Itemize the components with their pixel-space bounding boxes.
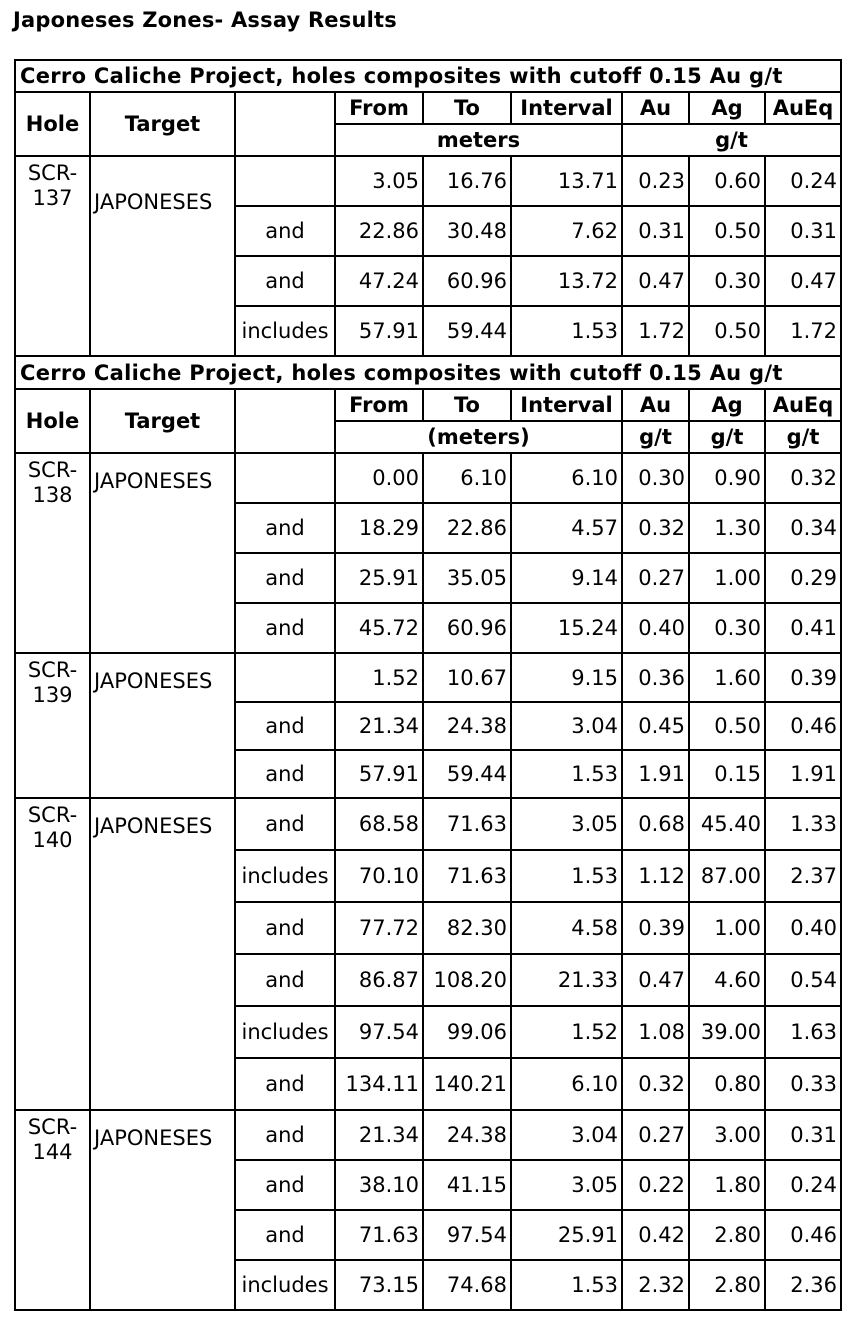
target-cell: JAPONESES xyxy=(90,156,235,356)
au-cell: 0.42 xyxy=(622,1210,689,1260)
to-cell: 71.63 xyxy=(423,850,511,902)
units-meters: meters xyxy=(335,124,622,156)
aueq-cell: 0.34 xyxy=(765,503,841,553)
ag-cell: 2.80 xyxy=(689,1210,765,1260)
to-cell: 60.96 xyxy=(423,603,511,653)
interval-cell: 25.91 xyxy=(511,1210,622,1260)
aueq-cell: 0.46 xyxy=(765,702,841,750)
to-cell: 99.06 xyxy=(423,1006,511,1058)
to-cell: 74.68 xyxy=(423,1260,511,1310)
interval-cell: 13.72 xyxy=(511,256,622,306)
qualifier-cell: and xyxy=(235,603,335,653)
interval-cell: 1.53 xyxy=(511,850,622,902)
ag-cell: 0.50 xyxy=(689,306,765,356)
interval-cell: 3.04 xyxy=(511,702,622,750)
units-au: g/t xyxy=(622,421,689,453)
au-cell: 0.47 xyxy=(622,256,689,306)
to-cell: 60.96 xyxy=(423,256,511,306)
header-to: To xyxy=(423,389,511,421)
qualifier-cell: and xyxy=(235,798,335,850)
hole-id xyxy=(15,156,90,356)
interval-cell: 6.10 xyxy=(511,453,622,503)
hole-id xyxy=(15,798,90,1110)
au-cell: 0.27 xyxy=(622,553,689,603)
aueq-cell: 0.40 xyxy=(765,902,841,954)
table-row xyxy=(15,453,841,503)
interval-cell: 4.58 xyxy=(511,902,622,954)
ag-cell: 0.60 xyxy=(689,156,765,206)
table-row xyxy=(15,156,841,206)
from-cell: 21.34 xyxy=(335,1110,423,1160)
to-cell: 35.05 xyxy=(423,553,511,603)
page-title: Japoneses Zones- Assay Results xyxy=(13,8,397,32)
header-hole: Hole xyxy=(15,389,90,453)
hole-id-number: 139 xyxy=(32,683,73,707)
interval-cell: 6.10 xyxy=(511,1058,622,1110)
au-cell: 0.27 xyxy=(622,1110,689,1160)
to-cell: 140.21 xyxy=(423,1058,511,1110)
to-cell: 24.38 xyxy=(423,1110,511,1160)
au-cell: 0.68 xyxy=(622,798,689,850)
qualifier-cell: and xyxy=(235,702,335,750)
ag-cell: 3.00 xyxy=(689,1110,765,1160)
units-ag: g/t xyxy=(689,421,765,453)
interval-cell: 15.24 xyxy=(511,603,622,653)
hole-id-number: 140 xyxy=(32,828,73,852)
aueq-cell: 0.24 xyxy=(765,1160,841,1210)
interval-cell: 1.53 xyxy=(511,1260,622,1310)
au-cell: 1.08 xyxy=(622,1006,689,1058)
target-cell: JAPONESES xyxy=(90,798,235,1110)
au-cell: 0.32 xyxy=(622,503,689,553)
header-interval: Interval xyxy=(511,389,622,421)
to-cell: 16.76 xyxy=(423,156,511,206)
table-caption: Cerro Caliche Project, holes composites with cutoff 0.15 Au g/t xyxy=(15,356,841,389)
hole-id xyxy=(15,453,90,653)
target-cell: JAPONESES xyxy=(90,453,235,653)
au-cell: 0.45 xyxy=(622,702,689,750)
ag-cell: 1.00 xyxy=(689,553,765,603)
qualifier-cell xyxy=(235,453,335,503)
ag-cell: 1.00 xyxy=(689,902,765,954)
ag-cell: 1.30 xyxy=(689,503,765,553)
qualifier-cell: includes xyxy=(235,306,335,356)
table-caption-row xyxy=(15,356,841,389)
to-cell: 97.54 xyxy=(423,1210,511,1260)
from-cell: 0.00 xyxy=(335,453,423,503)
table-row xyxy=(15,798,841,850)
to-cell: 59.44 xyxy=(423,750,511,798)
table-body xyxy=(15,60,841,1310)
target-cell: JAPONESES xyxy=(90,653,235,798)
aueq-cell: 2.36 xyxy=(765,1260,841,1310)
qualifier-cell: includes xyxy=(235,1260,335,1310)
au-cell: 0.30 xyxy=(622,453,689,503)
to-cell: 82.30 xyxy=(423,902,511,954)
ag-cell: 0.30 xyxy=(689,603,765,653)
from-cell: 22.86 xyxy=(335,206,423,256)
header-to: To xyxy=(423,92,511,124)
interval-cell: 9.14 xyxy=(511,553,622,603)
hole-id xyxy=(15,1110,90,1310)
qualifier-cell: and xyxy=(235,1110,335,1160)
aueq-cell: 1.63 xyxy=(765,1006,841,1058)
from-cell: 71.63 xyxy=(335,1210,423,1260)
header-au: Au xyxy=(622,92,689,124)
hole-id-prefix: SCR- xyxy=(27,803,78,827)
to-cell: 71.63 xyxy=(423,798,511,850)
qualifier-cell: includes xyxy=(235,850,335,902)
qualifier-cell: and xyxy=(235,206,335,256)
from-cell: 18.29 xyxy=(335,503,423,553)
interval-cell: 3.05 xyxy=(511,798,622,850)
aueq-cell: 0.31 xyxy=(765,1110,841,1160)
header-row xyxy=(15,389,841,421)
aueq-cell: 1.33 xyxy=(765,798,841,850)
au-cell: 0.36 xyxy=(622,653,689,702)
au-cell: 0.47 xyxy=(622,954,689,1006)
qualifier-cell: and xyxy=(235,954,335,1006)
au-cell: 1.91 xyxy=(622,750,689,798)
from-cell: 97.54 xyxy=(335,1006,423,1058)
hole-id-number: 138 xyxy=(32,483,73,507)
header-interval: Interval xyxy=(511,92,622,124)
header-from: From xyxy=(335,92,423,124)
to-cell: 6.10 xyxy=(423,453,511,503)
units-meters: (meters) xyxy=(335,421,622,453)
from-cell: 73.15 xyxy=(335,1260,423,1310)
qualifier-cell: and xyxy=(235,1210,335,1260)
au-cell: 0.32 xyxy=(622,1058,689,1110)
assay-results-table-wrap xyxy=(14,59,842,1311)
interval-cell: 3.04 xyxy=(511,1110,622,1160)
aueq-cell: 0.32 xyxy=(765,453,841,503)
from-cell: 77.72 xyxy=(335,902,423,954)
to-cell: 30.48 xyxy=(423,206,511,256)
qualifier-cell: and xyxy=(235,1058,335,1110)
qualifier-cell xyxy=(235,156,335,206)
ag-cell: 4.60 xyxy=(689,954,765,1006)
to-cell: 10.67 xyxy=(423,653,511,702)
qualifier-cell: and xyxy=(235,750,335,798)
table-caption-row xyxy=(15,60,841,92)
to-cell: 41.15 xyxy=(423,1160,511,1210)
from-cell: 134.11 xyxy=(335,1058,423,1110)
ag-cell: 0.50 xyxy=(689,206,765,256)
aueq-cell: 0.31 xyxy=(765,206,841,256)
aueq-cell: 0.24 xyxy=(765,156,841,206)
au-cell: 0.22 xyxy=(622,1160,689,1210)
hole-id-prefix: SCR- xyxy=(27,658,78,682)
aueq-cell: 0.54 xyxy=(765,954,841,1006)
au-cell: 2.32 xyxy=(622,1260,689,1310)
header-target: Target xyxy=(90,389,235,453)
au-cell: 1.72 xyxy=(622,306,689,356)
header-row xyxy=(15,92,841,124)
aueq-cell: 0.29 xyxy=(765,553,841,603)
from-cell: 38.10 xyxy=(335,1160,423,1210)
hole-id-number: 137 xyxy=(32,186,73,210)
qualifier-cell: and xyxy=(235,902,335,954)
header-ag: Ag xyxy=(689,92,765,124)
hole-id-number: 144 xyxy=(32,1140,73,1164)
ag-cell: 1.60 xyxy=(689,653,765,702)
ag-cell: 45.40 xyxy=(689,798,765,850)
from-cell: 25.91 xyxy=(335,553,423,603)
interval-cell: 7.62 xyxy=(511,206,622,256)
interval-cell: 9.15 xyxy=(511,653,622,702)
ag-cell: 2.80 xyxy=(689,1260,765,1310)
table-row xyxy=(15,1110,841,1160)
interval-cell: 13.71 xyxy=(511,156,622,206)
from-cell: 68.58 xyxy=(335,798,423,850)
au-cell: 0.40 xyxy=(622,603,689,653)
header-from: From xyxy=(335,389,423,421)
hole-id-prefix: SCR- xyxy=(27,161,78,185)
qualifier-cell: and xyxy=(235,1160,335,1210)
au-cell: 0.23 xyxy=(622,156,689,206)
interval-cell: 21.33 xyxy=(511,954,622,1006)
ag-cell: 0.30 xyxy=(689,256,765,306)
to-cell: 108.20 xyxy=(423,954,511,1006)
interval-cell: 1.52 xyxy=(511,1006,622,1058)
interval-cell: 1.53 xyxy=(511,750,622,798)
hole-id-prefix: SCR- xyxy=(27,1115,78,1139)
from-cell: 70.10 xyxy=(335,850,423,902)
header-ag: Ag xyxy=(689,389,765,421)
to-cell: 24.38 xyxy=(423,702,511,750)
qualifier-cell: and xyxy=(235,553,335,603)
to-cell: 59.44 xyxy=(423,306,511,356)
qualifier-cell xyxy=(235,653,335,702)
aueq-cell: 0.33 xyxy=(765,1058,841,1110)
ag-cell: 0.50 xyxy=(689,702,765,750)
from-cell: 45.72 xyxy=(335,603,423,653)
header-aueq: AuEq xyxy=(765,389,841,421)
from-cell: 47.24 xyxy=(335,256,423,306)
hole-id-prefix: SCR- xyxy=(27,458,78,482)
au-cell: 0.39 xyxy=(622,902,689,954)
from-cell: 57.91 xyxy=(335,750,423,798)
target-cell: JAPONESES xyxy=(90,1110,235,1310)
au-cell: 0.31 xyxy=(622,206,689,256)
hole-id xyxy=(15,653,90,798)
aueq-cell: 0.41 xyxy=(765,603,841,653)
from-cell: 57.91 xyxy=(335,306,423,356)
interval-cell: 1.53 xyxy=(511,306,622,356)
from-cell: 86.87 xyxy=(335,954,423,1006)
ag-cell: 87.00 xyxy=(689,850,765,902)
header-blank xyxy=(235,92,335,156)
header-blank xyxy=(235,389,335,453)
qualifier-cell: and xyxy=(235,256,335,306)
header-target: Target xyxy=(90,92,235,156)
units-aueq: g/t xyxy=(765,421,841,453)
ag-cell: 1.80 xyxy=(689,1160,765,1210)
aueq-cell: 1.91 xyxy=(765,750,841,798)
aueq-cell: 0.46 xyxy=(765,1210,841,1260)
header-au: Au xyxy=(622,389,689,421)
aueq-cell: 1.72 xyxy=(765,306,841,356)
from-cell: 21.34 xyxy=(335,702,423,750)
aueq-cell: 0.47 xyxy=(765,256,841,306)
assay-results-table xyxy=(14,59,842,1311)
ag-cell: 39.00 xyxy=(689,1006,765,1058)
aueq-cell: 2.37 xyxy=(765,850,841,902)
header-aueq: AuEq xyxy=(765,92,841,124)
qualifier-cell: and xyxy=(235,503,335,553)
au-cell: 1.12 xyxy=(622,850,689,902)
table-row xyxy=(15,653,841,702)
header-hole: Hole xyxy=(15,92,90,156)
qualifier-cell: includes xyxy=(235,1006,335,1058)
to-cell: 22.86 xyxy=(423,503,511,553)
ag-cell: 0.80 xyxy=(689,1058,765,1110)
units-gt: g/t xyxy=(622,124,841,156)
ag-cell: 0.90 xyxy=(689,453,765,503)
interval-cell: 4.57 xyxy=(511,503,622,553)
from-cell: 3.05 xyxy=(335,156,423,206)
from-cell: 1.52 xyxy=(335,653,423,702)
aueq-cell: 0.39 xyxy=(765,653,841,702)
table-caption: Cerro Caliche Project, holes composites with cutoff 0.15 Au g/t xyxy=(15,60,841,92)
interval-cell: 3.05 xyxy=(511,1160,622,1210)
ag-cell: 0.15 xyxy=(689,750,765,798)
